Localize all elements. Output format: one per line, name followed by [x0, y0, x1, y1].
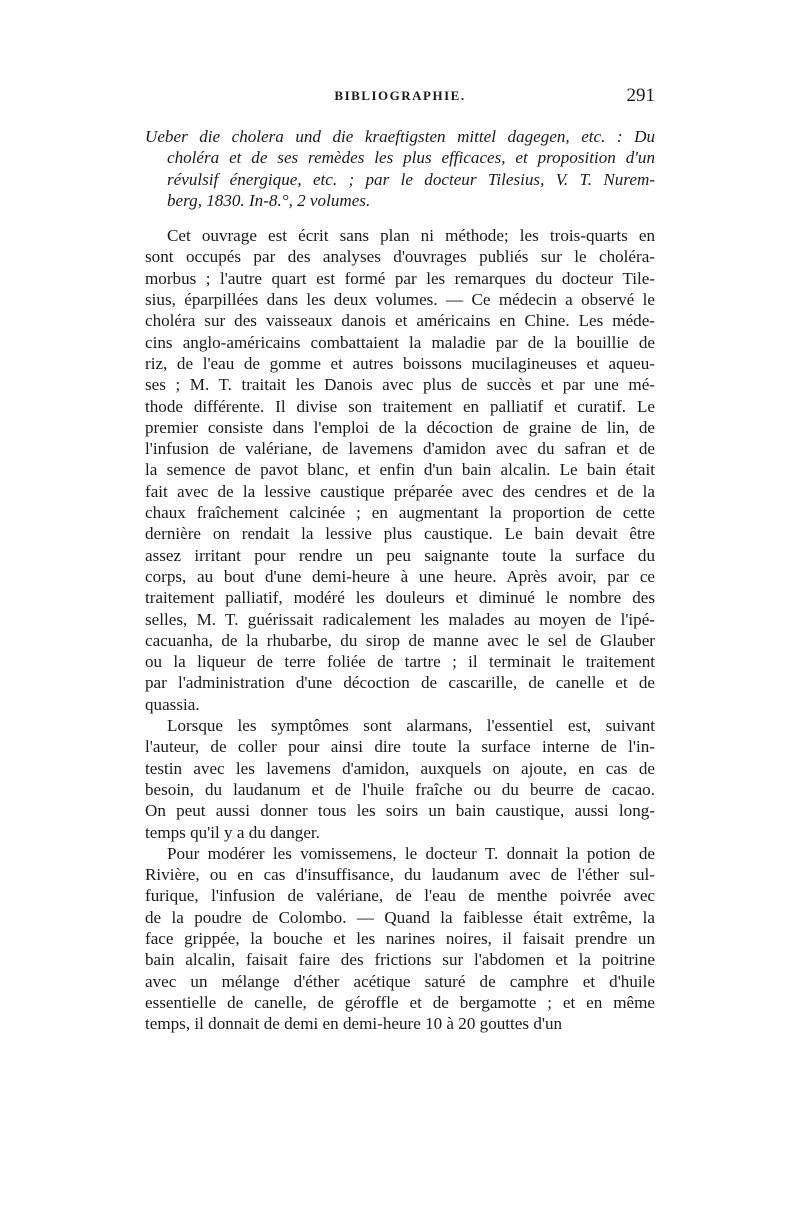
text-line: premier consiste dans l'emploi de la décoction de graine de lin, de: [145, 417, 655, 437]
page-number: 291: [626, 85, 655, 106]
text-line: besoin, du laudanum et de l'huile fraîche ou du beurre de cacao.: [145, 779, 655, 799]
text-line: sius, éparpillées dans les deux volumes. — Ce médecin a observé le: [145, 290, 655, 310]
text-line: temps qu'il y a du danger.: [145, 822, 320, 842]
text-line: temps, il donnait de demi en demi-heure 10 à 20 gouttes d'un: [145, 1014, 563, 1034]
text-line: testin avec les lavemens d'amidon, auxquels on ajoute, en cas de: [145, 758, 655, 778]
text-line: quassia.: [145, 694, 200, 714]
text-line: face grippée, la bouche et les narines noires, il faisait prendre un: [145, 928, 655, 948]
page-header: [145, 85, 655, 112]
text-line: ses ; M. T. traitait les Danois avec plus de succès et par une mé-: [145, 375, 655, 395]
text-line: traitement palliatif, modéré les douleurs et diminué le nombre des: [145, 588, 655, 608]
text-line: On peut aussi donner tous les soirs un bain caustique, aussi long-: [145, 801, 655, 821]
text-line: ou la liqueur de terre foliée de tartre ; il terminait le traitement: [145, 652, 655, 672]
paragraph: [145, 843, 655, 1035]
paragraph: [145, 715, 655, 843]
paragraph: [145, 225, 655, 715]
bibliographic-reference: [145, 126, 655, 211]
text-line: Ueber die cholera und die kraeftigsten mittel dagegen, etc. : Du: [145, 127, 655, 146]
text-line: l'infusion de valériane, de lavemens d'amidon avec du safran et de: [145, 439, 655, 459]
text-line: essentielle de canelle, de géroffle et de bergamotte ; et en même: [145, 992, 655, 1012]
text-line: berg, 1830. In-8.°, 2 volumes.: [167, 190, 371, 210]
body-text: [145, 126, 655, 1034]
text-line: Cet ouvrage est écrit sans plan ni méthode; les trois-quarts en: [167, 226, 655, 246]
text-line: fait avec de la lessive caustique préparée avec des cendres et de la: [145, 481, 655, 501]
text-line: assez irritant pour rendre un peu saignante toute la surface du: [145, 545, 655, 565]
text-line: révulsif énergique, etc. ; par le docteur Tilesius, V. T. Nurem-: [167, 169, 655, 189]
text-line: Pour modérer les vomissemens, le docteur T. donnait la potion de: [167, 843, 655, 863]
text-line: cins anglo-américains combattaient la maladie par de la bouillie de: [145, 332, 655, 352]
text-line: par l'administration d'une décoction de cascarille, de canelle et de: [145, 673, 655, 693]
text-line: Rivière, ou en cas d'insuffisance, du laudanum avec de l'éther sul-: [145, 865, 655, 885]
text-line: thode différente. Il divise son traitement en palliatif et curatif. Le: [145, 396, 655, 416]
text-line: de la poudre de Colombo. — Quand la faiblesse était extrême, la: [145, 907, 655, 927]
text-line: choléra et de ses remèdes les plus efficaces, et proposition d'un: [167, 148, 655, 168]
text-line: Lorsque les symptômes sont alarmans, l'essentiel est, suivant: [167, 716, 655, 736]
text-line: cacuanha, de la rhubarbe, du sirop de manne avec le sel de Glauber: [145, 630, 655, 650]
text-line: furique, l'infusion de valériane, de l'eau de menthe poivrée avec: [145, 886, 655, 906]
text-line: l'auteur, de coller pour ainsi dire toute la surface interne de l'in-: [145, 737, 655, 757]
text-line: dernière on rendait la lessive plus caustique. Le bain devait être: [145, 524, 655, 544]
text-line: corps, au bout d'une demi-heure à une heure. Après avoir, par ce: [145, 566, 655, 586]
text-line: la semence de pavot blanc, et enfin d'un bain alcalin. Le bain était: [145, 460, 655, 480]
text-line: avec un mélange d'éther acétique saturé de camphre et d'huile: [145, 971, 655, 991]
text-line: sont occupés par des analyses d'ouvrages publiés sur le choléra-: [145, 247, 655, 267]
text-line: morbus ; l'autre quart est formé par les remarques du docteur Tile-: [145, 268, 655, 288]
text-line: choléra sur des vaisseaux danois et américains en Chine. Les méde-: [145, 311, 655, 331]
text-line: bain alcalin, faisait faire des frictions sur l'abdomen et la poitrine: [145, 950, 655, 970]
text-line: chaux fraîchement calcinée ; en augmentant la proportion de cette: [145, 503, 655, 523]
text-line: selles, M. T. guérissait radicalement les malades au moyen de l'ipé-: [145, 609, 655, 629]
text-line: riz, de l'eau de gomme et autres boissons mucilagineuses et aqueu-: [145, 353, 655, 373]
running-head: BIBLIOGRAPHIE.: [334, 88, 466, 103]
